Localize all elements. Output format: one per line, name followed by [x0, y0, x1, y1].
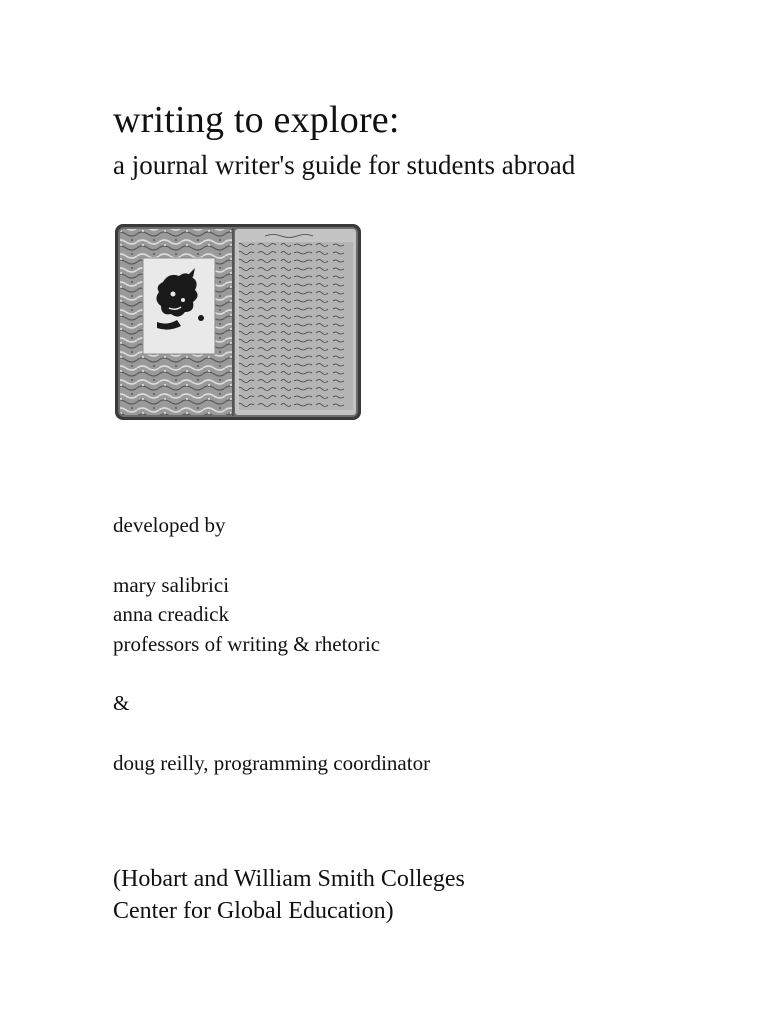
document-title: writing to explore:: [113, 99, 400, 141]
document-subtitle: a journal writer's guide for students abroad: [113, 150, 576, 180]
ampersand-separator: &: [113, 691, 130, 715]
author-name-1: mary salibrici: [113, 573, 230, 597]
developed-by-label: developed by: [113, 513, 226, 537]
author-name-2: anna creadick: [113, 602, 230, 626]
institution-line-1: (Hobart and William Smith Colleges: [113, 866, 465, 892]
author-role: professors of writing & rhetoric: [113, 632, 381, 656]
institution-line-2: Center for Global Education): [113, 898, 394, 924]
coordinator-credit: doug reilly, programming coordinator: [113, 751, 431, 775]
open-journal-image: [115, 224, 361, 420]
